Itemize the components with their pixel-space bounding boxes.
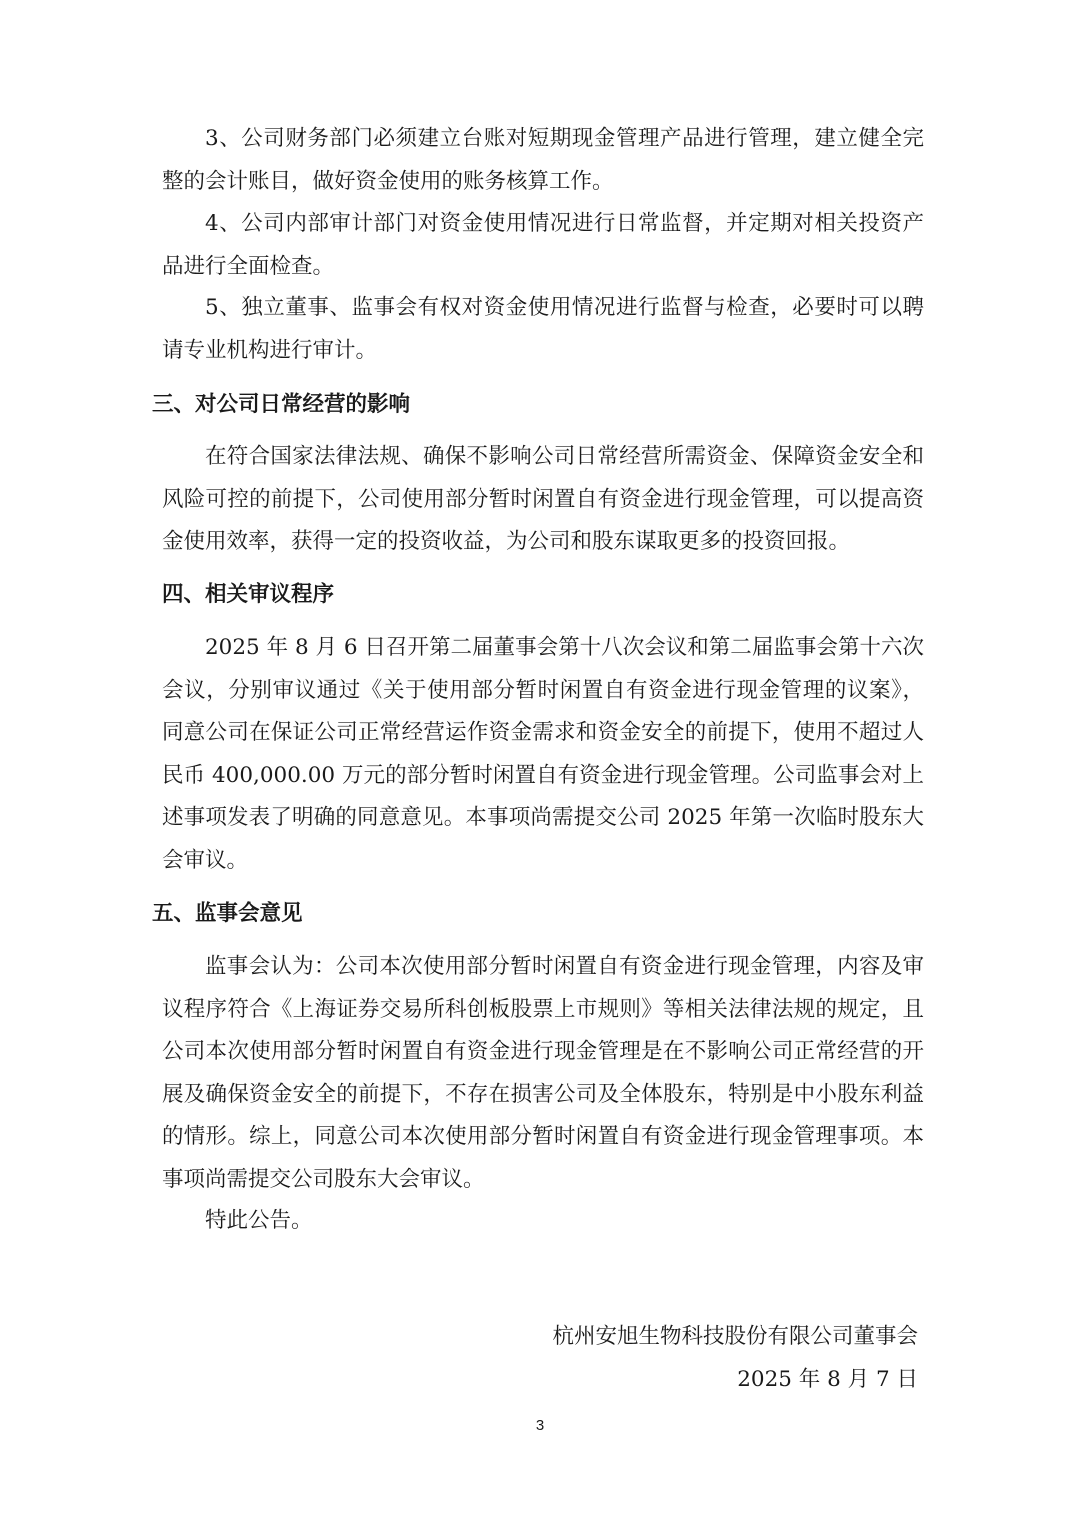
item-5-paragraph: 5、独立董事、监事会有权对资金使用情况进行监督与检查，必要时可以聘请专业机构进行审计。 — [162, 295, 924, 363]
signature-date: 2025 年 8 月 7 日 — [737, 1367, 918, 1392]
item-3-paragraph: 3、公司财务部门必须建立台账对短期现金管理产品进行管理，建立健全完整的会计账目，做好资金使用的账务核算工作。 — [162, 126, 924, 194]
closing-statement: 特此公告。 — [205, 1208, 313, 1233]
section-5-heading: 五、监事会意见 — [152, 901, 303, 926]
page-number: 3 — [535, 1417, 545, 1434]
section-3-heading: 三、对公司日常经营的影响 — [152, 392, 411, 417]
section-5-paragraph: 监事会认为：公司本次使用部分暂时闲置自有资金进行现金管理，内容及审议程序符合《上海证券交易所科创板股票上市规则》等相关法律法规的规定，且公司本次使用部分暂时闲置自有资金进行现金管理是在不影响公司正常经营的开展及确保资金安全的前提下，不存在损害公司及全体股东，特别是中小股东利益的情形。综上，同意公司本次使用部分暂时闲置自有资金进行现金管理事项。本事项尚需提交公司股东大会审议。 — [162, 954, 924, 1192]
section-4-paragraph: 2025 年 8 月 6 日召开第二届董事会第十八次会议和第二届监事会第十六次会议，分别审议通过《关于使用部分暂时闲置自有资金进行现金管理的议案》，同意公司在保证公司正常经营运作资金需求和资金安全的前提下，使用不超过人民币 400,000.00 万元的部分暂时闲置自有资金进行现金管理。公司监事会对上述事项发表了明确的同意意见。本事项尚需提交公司 2025 年第一次临时股东大会审议。 — [162, 635, 924, 873]
item-4-paragraph: 4、公司内部审计部门对资金使用情况进行日常监督，并定期对相关投资产品进行全面检查。 — [162, 211, 924, 279]
signature-company: 杭州安旭生物科技股份有限公司董事会 — [552, 1324, 918, 1349]
section-4-heading: 四、相关审议程序 — [162, 582, 335, 607]
section-3-paragraph: 在符合国家法律法规、确保不影响公司日常经营所需资金、保障资金安全和风险可控的前提下，公司使用部分暂时闲置自有资金进行现金管理，可以提高资金使用效率，获得一定的投资收益，为公司和股东谋取更多的投资回报。 — [162, 444, 924, 555]
